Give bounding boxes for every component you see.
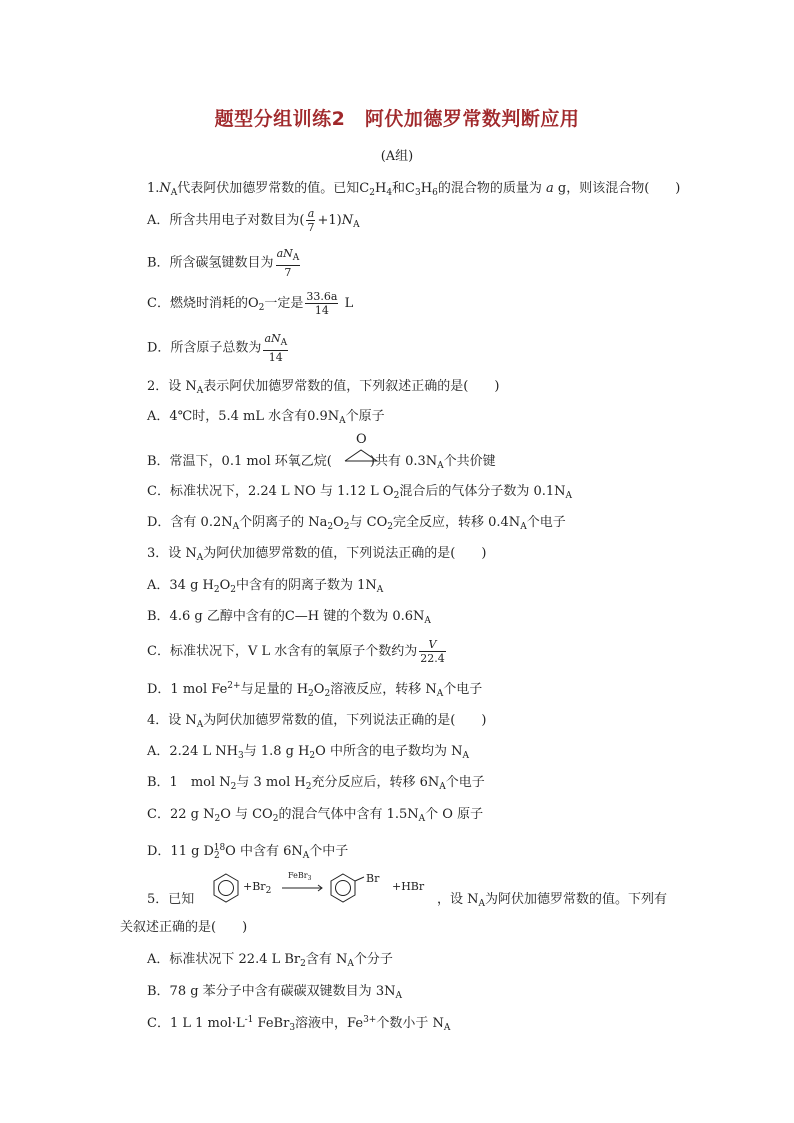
q2-stem: 2．设 $N_A$表示阿伏加德罗常数的值，下列叙述正确的是( ) <box>147 379 500 396</box>
q4-option-d: D．11 g $D_2^{18}O$ 中含有 $6N_A$个中子 <box>147 843 349 861</box>
q1-option-a: A．所含共用电子对数目为( $\frac{a}{7}$ $+1)N_A$ <box>147 207 360 234</box>
q5-stem-start: 5．已知 <box>147 892 195 907</box>
q3-stem: 3．设 $N_A$为阿伏加德罗常数的值，下列说法正确的是( ) <box>147 546 487 563</box>
q4-option-a: A．2.24 L $NH_3$与 1.8 g $H_2O$ 中所含的电子数均为 $N_A$ <box>147 744 469 761</box>
q1-stem: $1.N_A$代表阿伏加德罗常数的值。已知$C_2H_4$和$C_3H_6$的混合物的质量为 a g，则该混合物( ) <box>147 181 681 198</box>
q3-option-c: C．标准状况下，V L 水含有的氧原子个数约为 $\frac{V}{22.4}$ <box>147 638 445 665</box>
reactant-br2: $+Br_2$ <box>243 880 272 896</box>
product-hbr: +HBr <box>392 880 425 893</box>
group-label: (A组) <box>380 149 414 164</box>
benzene-ring-icon <box>214 874 238 902</box>
bromobenzene-ring-icon <box>331 874 364 902</box>
q3-option-d: D．1 mol $Fe^{2+}$与足量的 $H_2O_2$溶液反应，转移 $N_A$个电子 <box>147 681 483 699</box>
catalyst-label: FeBr$_3$ <box>288 871 312 882</box>
q1-option-b: B．所含碳氢键数目为 $\frac{aN_A}{7}$ <box>147 247 300 279</box>
page-title: 题型分组训练2 阿伏加德罗常数判断应用 <box>214 108 580 130</box>
q1-option-c: C．燃烧时消耗的$O_2$一定是 $\frac{33.6a}{14}$ L <box>147 290 354 317</box>
q5-option-c: C．1 L 1 $mol\cdot L^{-1}$ FeBr$_3$溶液中，$Fe^{3+}$个数小于 $N_A$ <box>147 1015 451 1033</box>
epoxide-ring-icon <box>341 447 383 465</box>
q3-option-a: A．34 g $H_2O_2$中含有的阴离子数为 $1N_A$ <box>147 578 384 595</box>
q4-option-b: B．1 mol $N_2$与 3 mol $H_2$充分反应后，转移 $6N_A$个电子 <box>147 775 485 792</box>
product-br-label: Br <box>366 872 380 885</box>
q2-option-a: A．4℃时，5.4 mL 水含有$0.9N_A$个原子 <box>147 409 385 426</box>
q2-option-c: C．标准状况下，2.24 L NO 与 1.12 L $O_2$混合后的气体分子数为 $0.1N_A$ <box>147 484 573 501</box>
q5-stem-line2: 关叙述正确的是( ) <box>120 920 248 935</box>
q5-stem-end: ，设 $N_A$为阿伏加德罗常数的值。下列有 <box>437 892 668 909</box>
q4-stem: 4．设 $N_A$为阿伏加德罗常数的值，下列说法正确的是( ) <box>147 713 487 730</box>
q5-option-a: A．标准状况下 22.4 L $Br_2$含有 $N_A$个分子 <box>147 952 393 969</box>
q1-option-d: D．所含原子总数为 $\frac{aN_A}{14}$ <box>147 332 288 364</box>
q4-option-c: C．22 g $N_2O$ 与 $CO_2$的混合气体中含有 $1.5N_A$个 O 原子 <box>147 807 484 824</box>
q2-option-b: B．常温下，0.1 mol 环氧乙烷( )共有 $0.3N_A$个共价键 <box>147 454 496 471</box>
q2-option-d: D．含有 $0.2N_A$个阴离子的 $Na_2O_2$与 $CO_2$完全反应，转移 $0.4N_A$个电子 <box>147 515 566 532</box>
epoxide-oxygen-label: O <box>356 432 367 447</box>
q3-option-b: B．4.6 g 乙醇中含有的C—H 键的个数为 $0.6N_A$ <box>147 609 431 626</box>
q5-option-b: B．78 g 苯分子中含有碳碳双键数目为 $3N_A$ <box>147 984 402 1001</box>
